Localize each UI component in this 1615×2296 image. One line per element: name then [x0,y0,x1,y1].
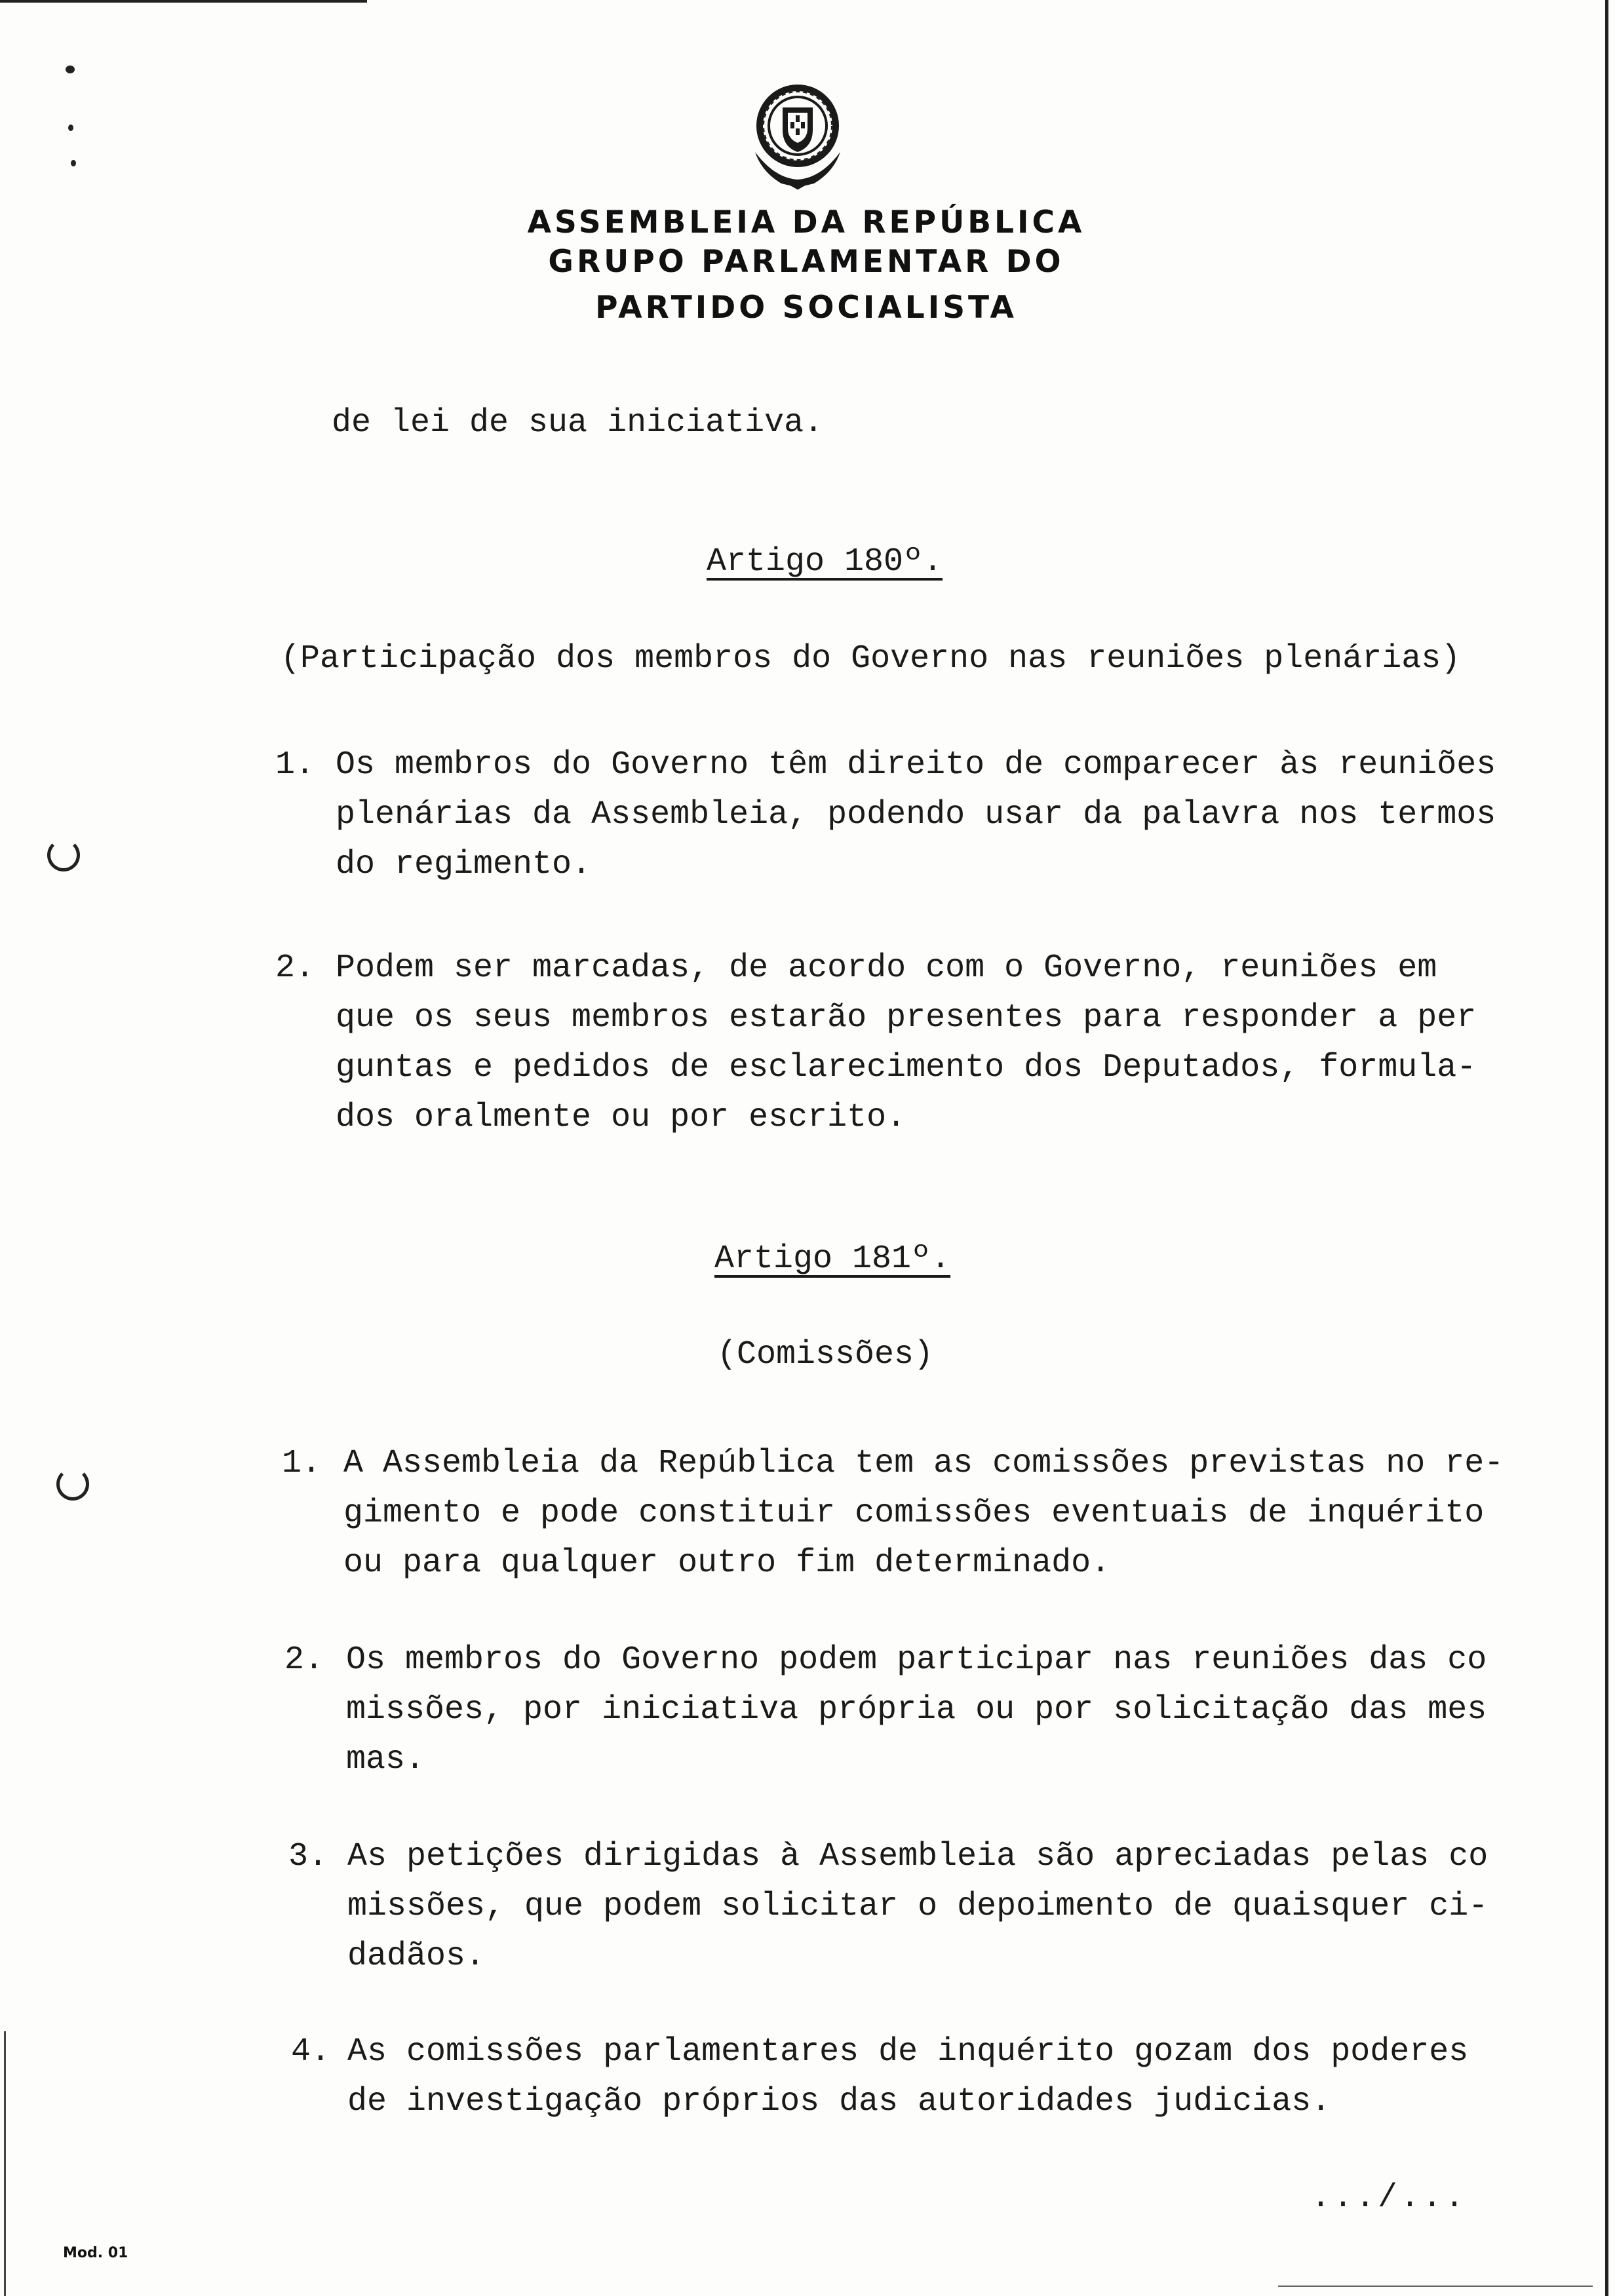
paragraph-line: missões, por iniciativa própria ou por solicitação das mes [346,1691,1487,1729]
scan-bottom-line [1278,2286,1593,2287]
article-181-item-2 [346,1636,1487,1785]
letterhead-line-1: ASSEMBLEIA DA REPÚBLICA [527,204,1085,240]
paragraph-line: Os membros do Governo têm direito de comparecer às reuniões [336,746,1496,784]
article-181-item-3-number: 3. [288,1838,328,1875]
paragraph-line: dadãos. [347,1938,486,1975]
paragraph-line: Podem ser marcadas, de acordo com o Governo, reuniões em [336,949,1437,987]
paragraph-line: Os membros do Governo podem participar nas reuniões das co [346,1641,1487,1679]
paragraph-line: ou para qualquer outro fim determinado. [343,1544,1111,1582]
article-180-item-1-number: 1. [275,746,315,784]
paragraph-line: A Assembleia da República tem as comissões previstas no re- [343,1445,1504,1482]
article-181-subtitle: (Comissões) [717,1336,934,1373]
article-181-item-4 [347,2027,1468,2127]
form-code: Mod. 01 [63,2245,128,2261]
paragraph-line: plenárias da Assembleia, podendo usar da palavra nos termos [336,796,1496,833]
portuguese-coat-of-arms-icon [742,80,853,191]
scan-dot [66,66,75,73]
article-181-item-4-number: 4. [291,2033,331,2071]
paragraph-line: que os seus membros estarão presentes para responder a per [336,999,1477,1037]
paragraph-line: dos oralmente ou por escrito. [336,1099,906,1136]
article-181-item-1 [343,1439,1504,1588]
article-181-title: Artigo 181º. [714,1240,951,1278]
paragraph-line: de investigação próprios das autoridades judicias. [347,2083,1331,2120]
scan-edge-left [4,2031,6,2296]
paragraph-line: missões, que podem solicitar o depoimento de quaisquer ci- [347,1888,1489,1925]
scan-edge-top [0,0,367,3]
scan-edge-right [1605,0,1608,2296]
continuation-marker: .../... [1311,2179,1468,2217]
paragraph-line: guntas e pedidos de esclarecimento dos Deputados, formula- [336,1049,1477,1086]
letterhead-line-2: GRUPO PARLAMENTAR DO [548,244,1064,280]
article-180-item-1 [336,740,1496,890]
article-181-item-3 [347,1832,1488,1981]
letterhead-line-3: PARTIDO SOCIALISTA [595,290,1017,326]
intro-line: de lei de sua iniciativa. [332,404,824,442]
paragraph-line: do regimento. [336,846,592,883]
punch-hole-mark [47,839,80,871]
paragraph-line: gimento e pode constituir comissões eventuais de inquérito [343,1495,1485,1532]
article-180-title: Artigo 180º. [707,543,943,581]
paragraph-line: As petições dirigidas à Assembleia são apreciadas pelas co [347,1838,1489,1875]
scan-dot [71,160,76,166]
article-181-item-2-number: 2. [284,1641,324,1679]
article-180-item-2 [336,944,1476,1143]
paragraph-line: mas. [346,1741,425,1778]
punch-hole-mark [56,1468,89,1501]
scan-dot [68,124,73,131]
article-181-item-1-number: 1. [282,1445,322,1482]
article-180-subtitle: (Participação dos membros do Governo nas reuniões plenárias) [281,640,1461,678]
article-180-item-2-number: 2. [275,949,315,987]
paragraph-line: As comissões parlamentares de inquérito gozam dos poderes [347,2033,1469,2071]
letterhead [485,203,1127,328]
